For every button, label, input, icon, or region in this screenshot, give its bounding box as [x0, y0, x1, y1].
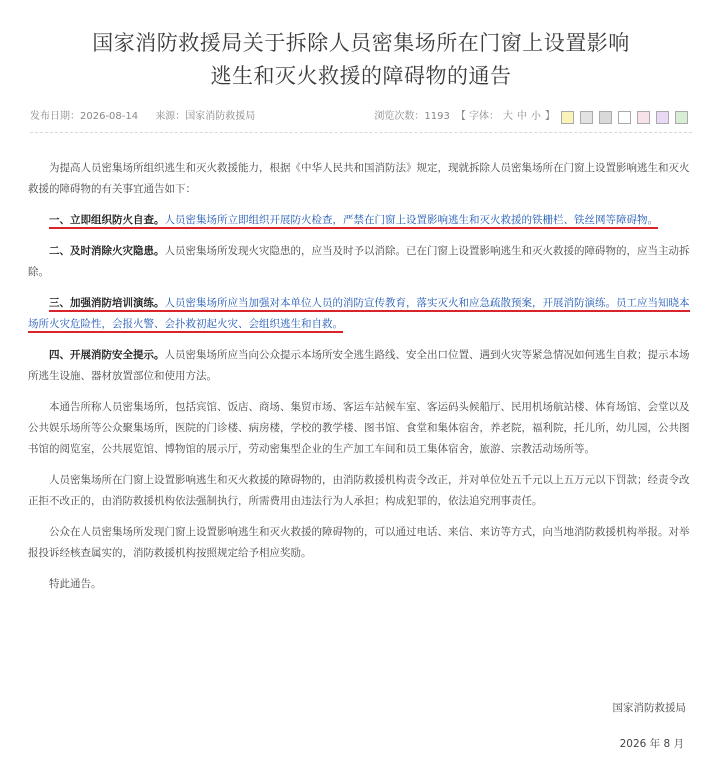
intro-paragraph: 为提高人员密集场所组织逃生和灭火救援能力，根据《中华人民共和国消防法》规定，现就拆除人员密集场所在门窗上设置影响逃生和灭火救援的障碍物的有关事宜通告如下：: [28, 162, 690, 195]
signature: 国家消防救援局: [612, 702, 686, 714]
bg-color-swatch[interactable]: [618, 111, 631, 124]
bg-color-swatch[interactable]: [561, 111, 574, 124]
bg-color-swatch[interactable]: [580, 111, 593, 124]
item-1-text: 人员密集场所立即组织开展防火检查，严禁在门窗上设置影响逃生和灭火救援的铁栅栏、铁丝网等障碍物。: [164, 214, 658, 226]
article-meta-bar: [30, 107, 692, 127]
font-size-medium-button[interactable]: 中: [517, 111, 527, 122]
meta-divider: [30, 132, 692, 133]
scope-paragraph: 本通告所称人员密集场所，包括宾馆、饭店、商场、集贸市场、客运车站候车室、客运码头候船厅、民用机场航站楼、体育场馆、会堂以及公共娱乐场所等公众聚集场所，医院的门诊楼、病房楼，学校的教学楼、图书馆、食堂和集体宿舍，养老院，福利院，托儿所，幼儿园，公共图书馆的阅览室，公共展览馆、博物馆的展示厅，劳动密集型企业的生产加工车间和员工集体宿舍，旅游、宗教活动场所等。: [28, 401, 690, 455]
item-4-text: 人员密集场所应当向公众提示本场所安全逃生路线、安全出口位置、遇到火灾等紧急情况如何逃生自救；提示本场所逃生设施、器材放置部位和使用方法。: [28, 349, 690, 382]
font-size-large-button[interactable]: 大: [503, 111, 513, 122]
item-2-heading: 二、及时消除火灾隐患。: [49, 245, 165, 257]
item-4-heading: 四、开展消防安全提示。: [49, 349, 165, 361]
view-count: 浏览次数：1193: [374, 111, 450, 122]
item-paragraph-2: [28, 241, 694, 283]
item-3-underlined: [28, 297, 690, 333]
publish-date: 发布日期：2026-08-14: [30, 111, 139, 122]
item-3-heading: 三、加强消防培训演练。: [49, 297, 165, 309]
penalty-paragraph: 人员密集场所在门窗上设置影响逃生和灭火救援的障碍物的，由消防救援机构责令改正，并对单位处五千元以上五万元以下罚款；经责令改正拒不改正的，由消防救援机构依法强制执行，所需费用由违法行为人承担；构成犯罪的，依法追究刑事责任。: [28, 474, 690, 507]
article-meta-right: [374, 107, 688, 127]
article-title-line1: 国家消防救援局关于拆除人员密集场所在门窗上设置影响: [92, 31, 630, 55]
article-title-line2: 逃生和灭火救援的障碍物的通告: [210, 64, 512, 88]
item-paragraph-3: [28, 293, 694, 335]
font-size-small-button[interactable]: 小: [531, 111, 541, 122]
bg-color-swatch[interactable]: [599, 111, 612, 124]
article-body: [28, 158, 694, 605]
bg-color-swatch[interactable]: [675, 111, 688, 124]
bg-color-swatch[interactable]: [656, 111, 669, 124]
item-paragraph-1: [28, 210, 694, 231]
font-size-label: 【 字体：: [455, 111, 499, 122]
item-paragraph-4: [28, 345, 694, 387]
report-paragraph: 公众在人员密集场所发现门窗上设置影响逃生和灭火救援的障碍物的，可以通过电话、来信、来访等方式，向当地消防救援机构举报。对举报投诉经核查属实的，消防救援机构按照规定给予相应奖励。: [28, 526, 690, 559]
article-source: 来源：国家消防救援局: [155, 111, 256, 122]
item-1-underlined: [49, 214, 658, 229]
closing-paragraph: 特此通告。: [49, 578, 102, 590]
font-size-close-bracket: 】: [545, 111, 555, 122]
item-3-text: 人员密集场所应当加强对本单位人员的消防宣传教育，落实灭火和应急疏散预案，开展消防演练。员工应当知晓本场所火灾危险性，会报火警、会扑救初起火灾、会组织逃生和自救。: [28, 297, 690, 330]
signature-date: 2026 年 8 月: [619, 738, 684, 750]
item-1-heading: 一、立即组织防火自查。: [49, 214, 165, 226]
item-2-text: 人员密集场所发现火灾隐患的，应当及时予以消除。已在门窗上设置影响逃生和灭火救援的障碍物的，应当主动拆除。: [28, 245, 690, 278]
bg-color-swatch[interactable]: [637, 111, 650, 124]
